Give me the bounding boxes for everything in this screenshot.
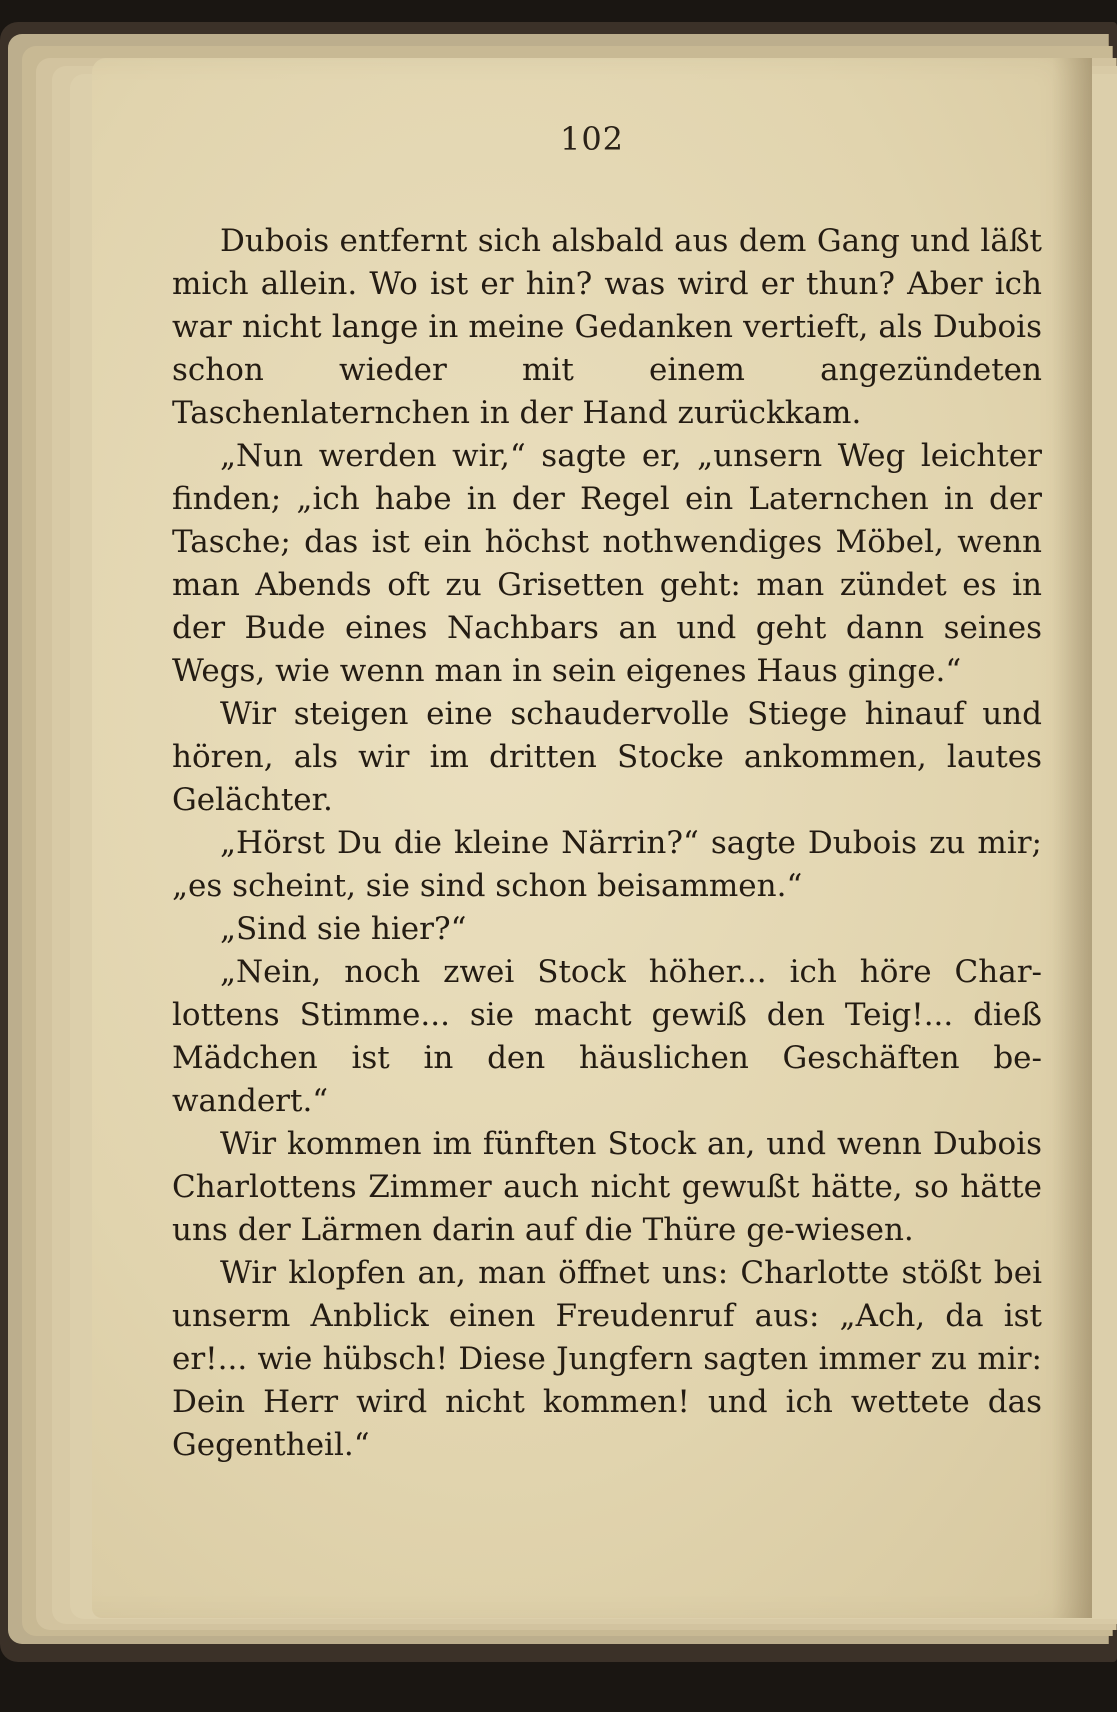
paragraph: „Nun werden wir,“ sagte er, „unsern Weg leichter finden; „ich habe in der Regel ein Laternchen in der Tasche; das ist ein höchst nothwendiges Möbel, wenn man Abends oft zu Grisetten geht: man zündet es in der Bude eines Nachbars an und geht dann seines Wegs, wie wenn man in sein eigenes Haus ginge.“	[172, 438, 1042, 689]
paragraph: Dubois entfernt sich alsbald aus dem Gang und läßt mich allein. Wo ist er hin? was wird er thun? Aber ich war nicht lange in meine Gedanken vertieft, als Dubois schon wieder mit einem angezündeten Taschenlaternchen in der Hand zurückkam.	[172, 223, 1042, 431]
paragraph: Wir steigen eine schaudervolle Stiege hinauf und hören, als wir im dritten Stocke ankommen, lautes Gelächter.	[172, 696, 1042, 818]
paragraph: Wir kommen im fünften Stock an, und wenn Dubois Charlottens Zimmer auch nicht gewußt hätte, so hätte uns der Lärmen darin auf die Thüre ge-wiesen.	[172, 1126, 1042, 1248]
page-gutter-shadow	[1052, 58, 1092, 1618]
paragraph: Wir klopfen an, man öffnet uns: Charlotte stößt bei unserm Anblick einen Freudenruf aus: „Ach, da ist er!... wie hübsch! Diese Jungfern sagten immer zu mir: Dein Herr wird nicht kommen! und ich wettete das Gegentheil.“	[172, 1255, 1042, 1463]
paragraph: „Nein, noch zwei Stock höher... ich höre Char-lottens Stimme... sie macht gewiß den Teig!... dieß Mädchen ist in den häuslichen Geschäften be-wandert.“	[172, 954, 1042, 1119]
paragraph: „Hörst Du die kleine Närrin?“ sagte Dubois zu mir; „es scheint, sie sind schon beisammen.“	[172, 825, 1042, 904]
book-page	[92, 58, 1092, 1618]
page-number: 102	[559, 120, 625, 158]
page-body	[172, 220, 1042, 1467]
paragraph: „Sind sie hier?“	[220, 911, 467, 947]
